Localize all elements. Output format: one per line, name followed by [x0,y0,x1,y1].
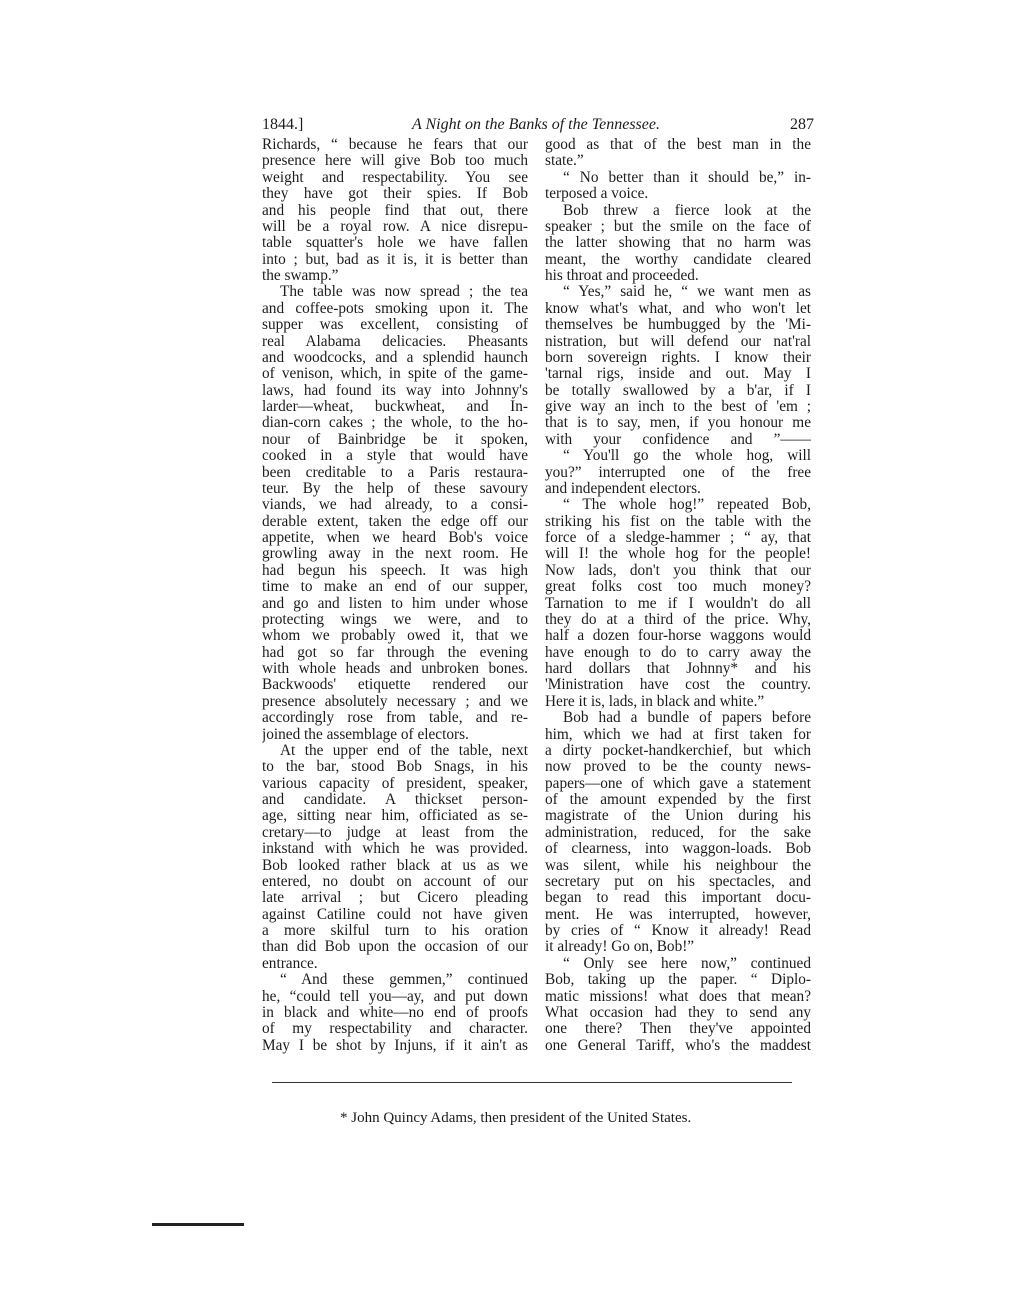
text-line: was silent, while his neighbour the [545,857,811,874]
text-line: secretary put on his spectacles, and [545,873,811,890]
text-line: age, sitting near him, officiated as se- [262,808,528,825]
text-line: whom we probably owed it, that we [262,628,528,645]
text-line: you?” interrupted one of the free [545,464,811,481]
text-line: larder—wheat, buckwheat, and In- [262,399,528,415]
text-line: Now lads, don't you think that our [545,562,811,579]
text-line: give way an inch to the best of 'em ; [545,399,811,415]
text-line: 'Ministration have cost the country. [545,677,811,694]
text-line: inkstand with which he was provided. [262,841,528,858]
text-line: and coffee-pots smoking upon it. The [262,300,528,317]
text-line: hard dollars that Johnny* and his [545,661,811,677]
text-line: by cries of “ Know it already! Read [545,923,811,939]
text-line: cooked in a style that would have [262,448,528,465]
text-line: Bob looked rather black at us as we [262,857,528,874]
text-line: he, “could tell you—ay, and put down [262,988,528,1005]
text-line: nour of Bainbridge be it spoken, [262,431,528,448]
text-line: “ No better than it should be,” in- [563,169,811,186]
text-line: to the bar, stood Bob Snags, in his [262,759,528,776]
text-line: his throat and proceeded. [545,268,699,284]
text-line: and candidate. A thickset person- [262,792,528,808]
text-line: will I! the whole hog for the people! [545,546,811,563]
text-line: they have got their spies. If Bob [262,186,528,203]
text-line: “ You'll go the whole hog, will [563,448,811,465]
text-line: the swamp.” [262,268,339,284]
text-line: table squatter's hole we have fallen [262,235,528,252]
text-line: 'tarnal rigs, inside and out. May I [545,366,811,383]
text-line: state.” [545,153,584,170]
text-line: The table was now spread ; the tea [280,284,528,301]
footnote-rule [272,1082,792,1083]
text-line: time to make an end of our supper, [262,579,528,596]
running-title: A Night on the Banks of the Tennessee. [412,116,660,133]
text-line: of venison, which, in spite of the game- [262,366,528,383]
text-line: than did Bob upon the occasion of our [262,939,528,956]
text-line: presence here will give Bob too much [262,153,528,170]
text-line: late arrival ; but Cicero pleading [262,890,528,907]
text-line: viands, we had already, to a consi- [262,497,528,514]
text-line: themselves be humbugged by the 'Mi- [545,317,811,334]
text-line: “ Yes,” said he, “ we want men as [563,284,811,301]
text-line: with your confidence and ”—— [545,431,811,448]
text-line: the latter showing that no harm was [545,235,811,252]
footnote: * John Quincy Adams, then president of the United States. [340,1110,692,1126]
text-line: entered, no doubt on account of our [262,873,528,890]
text-line: protecting wings we were, and to [262,611,528,628]
text-line: ment. He was interrupted, however, [545,906,811,923]
header-year: 1844.] [262,116,304,133]
text-line: terposed a voice. [545,186,649,203]
right-text-column [545,137,811,1054]
text-line: weight and respectability. You see [262,169,528,186]
text-line: have enough to do to carry away the [545,644,811,661]
text-line: real Alabama delicacies. Pheasants [262,333,528,350]
text-line: in black and white—no end of proofs [262,1004,528,1021]
text-line: that is to say, men, if you honour me [545,415,811,432]
text-line: half a dozen four-horse waggons would [545,628,811,645]
text-line: cretary—to judge at least from the [262,824,528,841]
text-line: one there? Then they've appointed [545,1021,811,1038]
text-line: will be a royal row. A nice disrepu- [262,218,528,235]
text-line: know what's what, and who won't let [545,300,811,317]
text-line: been creditable to a Paris restaura- [262,464,528,481]
text-line: Bob, taking up the paper. “ Diplo- [545,972,811,989]
text-line: At the upper end of the table, next [280,742,528,759]
text-line: against Catiline could not have given [262,906,528,923]
text-line: Here it is, lads, in black and white.” [545,693,765,710]
text-line: joined the assemblage of electors. [262,726,469,743]
text-line: speaker ; but the smile on the face of [545,218,811,235]
text-line: “ Only see here now,” continued [563,955,811,972]
text-line: striking his fist on the table with the [545,513,811,530]
text-line: teur. By the help of these savoury [262,480,528,497]
text-line: a dirty pocket-handkerchief, but which [545,742,811,759]
text-line: accordingly rose from table, and re- [262,710,528,727]
text-line: of the amount expended by the first [545,792,811,808]
text-line: nistration, but will defend our nat'ral [545,333,811,350]
scan-edge-mark [152,1223,244,1226]
text-line: great folks cost too much money? [545,579,811,596]
text-line: What occasion had they to send any [545,1004,811,1021]
text-line: a more skilful turn to his oration [262,923,528,939]
text-line: supper was excellent, consisting of [262,317,528,334]
text-line: and woodcocks, and a splendid haunch [262,349,528,366]
text-line: magistrate of the Union during his [545,808,811,825]
text-line: papers—one of which gave a statement [545,775,811,792]
running-header [262,116,814,138]
text-line: Richards, “ because he fears that our [262,137,528,153]
text-line: into ; but, bad as it is, it is better than [262,251,528,268]
text-line: matic missions! what does that mean? [545,988,811,1005]
text-line: Bob had a bundle of papers before [563,710,811,727]
text-line: with whole heads and unbroken bones. [262,661,528,677]
text-line: entrance. [262,955,318,972]
text-line: it already! Go on, Bob!” [545,939,695,956]
text-line: him, which we had at first taken for [545,726,811,743]
text-line: presence absolutely necessary ; and we [262,693,528,710]
text-line: Bob threw a fierce look at the [563,202,811,219]
text-line: be totally swallowed by a b'ar, if I [545,382,811,399]
text-line: now proved to be the county news- [545,759,811,776]
text-line: dian-corn cakes ; the whole, to the ho- [262,415,528,432]
text-line: had begun his speech. It was high [262,562,528,579]
text-line: meant, the worthy candidate cleared [545,251,811,268]
text-line: began to read this important docu- [545,890,811,907]
text-line: Tarnation to me if I wouldn't do all [545,595,811,612]
text-line: of my respectability and character. [262,1021,528,1038]
text-line: force of a sledge-hammer ; “ ay, that [545,530,811,546]
text-line: May I be shot by Injuns, if it ain't as [262,1037,528,1054]
text-line: and his people find that out, there [262,202,528,219]
text-line: Backwoods' etiquette rendered our [262,677,528,694]
text-line: and independent electors. [545,480,701,497]
text-line: and go and listen to him under whose [262,595,528,612]
text-line: laws, had found its way into Johnny's [262,382,528,399]
text-line: “ The whole hog!” repeated Bob, [563,497,811,514]
text-line: one General Tariff, who's the maddest [545,1037,811,1054]
text-line: appetite, when we heard Bob's voice [262,530,528,546]
text-line: various capacity of president, speaker, [262,775,528,792]
left-text-column [262,137,528,1054]
text-line: “ And these gemmen,” continued [280,972,528,989]
page-number: 287 [790,116,814,133]
text-line: of clearness, into waggon-loads. Bob [545,841,811,858]
text-line: derable extent, taken the edge off our [262,513,528,530]
text-line: growling away in the next room. He [262,546,528,563]
text-line: good as that of the best man in the [545,137,811,153]
text-line: had got so far through the evening [262,644,528,661]
text-line: administration, reduced, for the sake [545,824,811,841]
text-line: they do at a third of the price. Why, [545,611,811,628]
text-line: born sovereign rights. I know their [545,349,811,366]
